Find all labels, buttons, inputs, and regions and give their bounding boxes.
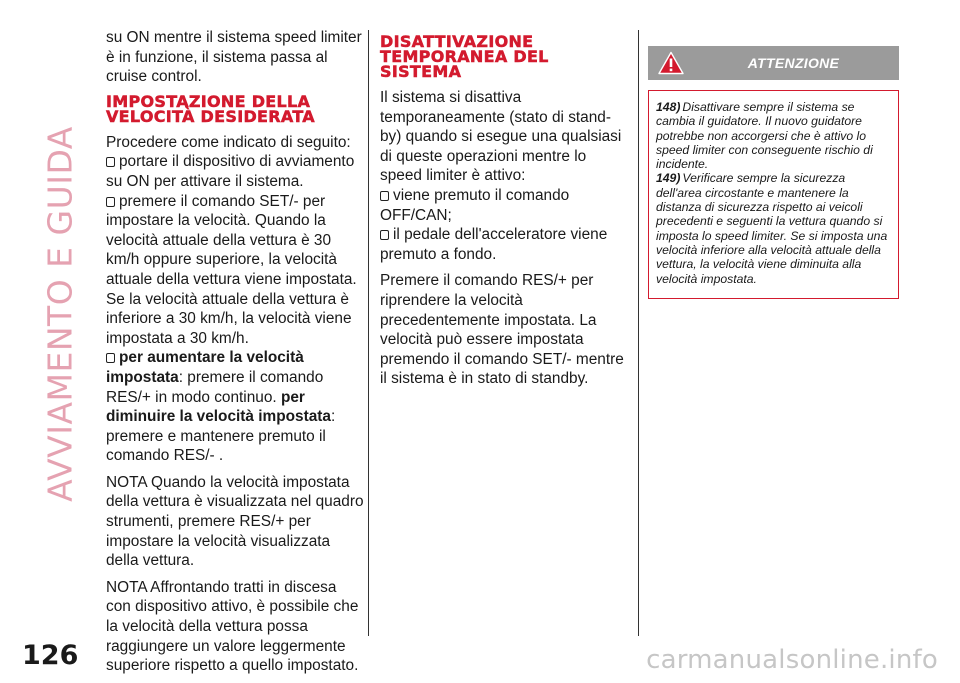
square-bullet-icon xyxy=(380,230,389,240)
list-item-text: : premere il comando RES/+ in modo continuo. xyxy=(106,368,324,406)
body-paragraph: Premere il comando RES/+ per riprendere la velocità precedentemente impostata. La velocità può essere impostata premendo il comando SET/- mentre il sistema è in stato di standby. xyxy=(380,272,624,388)
warning-text: Verificare sempre la sicurezza dell'area circostante e mantenere la distanza di sicurezza rispetto ai veicoli precedenti e seguenti la vettura quando si imposta lo speed limiter. Se si imposta una velocità inferiore alla velocità attuale della vettura, la velocità viene diminuita alla velocità impostata. xyxy=(656,171,888,286)
note-paragraph-1: NOTA Quando la velocità impostata della vettura è visualizzata nel quadro strumenti, premere RES/+ per impostare la velocità visualizzata della vettura. xyxy=(106,473,364,570)
list-item-text: il pedale dell'acceleratore viene premuto a fondo. xyxy=(380,226,608,263)
list-item-text: viene premuto il comando OFF/CAN; xyxy=(380,186,570,224)
list-item xyxy=(106,348,364,466)
square-bullet-icon xyxy=(106,197,115,207)
column-divider-2 xyxy=(638,30,639,636)
watermark: carmanualsonline.info xyxy=(646,645,938,675)
list-item xyxy=(106,152,364,191)
warning-text: Disattivare sempre il sistema se cambia il guidatore. Il nuovo guidatore potrebbe non accorgersi che è attivo lo speed limiter con conseguente rischio di incidente. xyxy=(656,100,873,172)
page-number: 126 xyxy=(22,640,79,671)
list-item-text: : premere e mantenere premuto il comando RES/- . xyxy=(106,408,336,465)
lead-paragraph: Procedere come indicato di seguito: xyxy=(106,133,351,151)
square-bullet-icon xyxy=(380,191,389,201)
note-paragraph-2: NOTA Affrontando tratti in discesa con dispositivo attivo, è possibile che la velocità della vettura possa raggiungere un valore leggermente superiore rispetto a quello impostato. xyxy=(106,578,359,675)
list-item-text: portare il dispositivo di avviamento su ON per attivare il sistema. xyxy=(106,153,355,190)
list-item-bold: per aumentare la velocità impostata xyxy=(106,349,304,386)
warning-box xyxy=(648,90,899,299)
list-item xyxy=(106,192,364,349)
column-divider-1 xyxy=(368,30,369,636)
section-heading-impostazione: IMPOSTAZIONE DELLA VELOCITÀ DESIDERATA xyxy=(106,91,315,126)
warning-item xyxy=(656,171,891,285)
list-item xyxy=(380,225,632,264)
warning-title: ATTENZIONE xyxy=(747,55,840,71)
list-item-text: premere il comando SET/- per impostare la velocità. Quando la velocità attuale della vettura è 30 km/h oppure superiore, la velocità attuale della vettura viene impostata. Se la velocità attuale della vettura è inferiore a 30 km/h, la velocità viene impostata a 30 km/h. xyxy=(106,192,357,347)
warning-number: 149) xyxy=(656,171,681,186)
section-tab-label: AVVIAMENTO E GUIDA xyxy=(40,126,80,502)
list-item-bold: per diminuire la velocità impostata xyxy=(106,388,331,426)
list-item xyxy=(380,186,632,225)
column-middle xyxy=(380,34,632,396)
square-bullet-icon xyxy=(106,353,115,363)
column-left xyxy=(106,28,364,683)
warning-item xyxy=(656,100,891,171)
section-tab xyxy=(30,14,90,614)
section-heading-disattivazione: DISATTIVAZIONE TEMPORANEA DEL SISTEMA xyxy=(380,32,549,81)
square-bullet-icon xyxy=(106,157,115,167)
warning-triangle-icon xyxy=(658,51,684,75)
warning-number: 148) xyxy=(656,100,681,114)
warning-header xyxy=(648,46,899,80)
intro-paragraph: su ON mentre il sistema speed limiter è in funzione, il sistema passa al cruise control. xyxy=(106,29,362,86)
lead-paragraph: Il sistema si disattiva temporaneamente (stato di stand-by) quando si esegue una qualsiasi di queste operazioni mentre lo speed limiter è attivo: xyxy=(380,89,622,185)
